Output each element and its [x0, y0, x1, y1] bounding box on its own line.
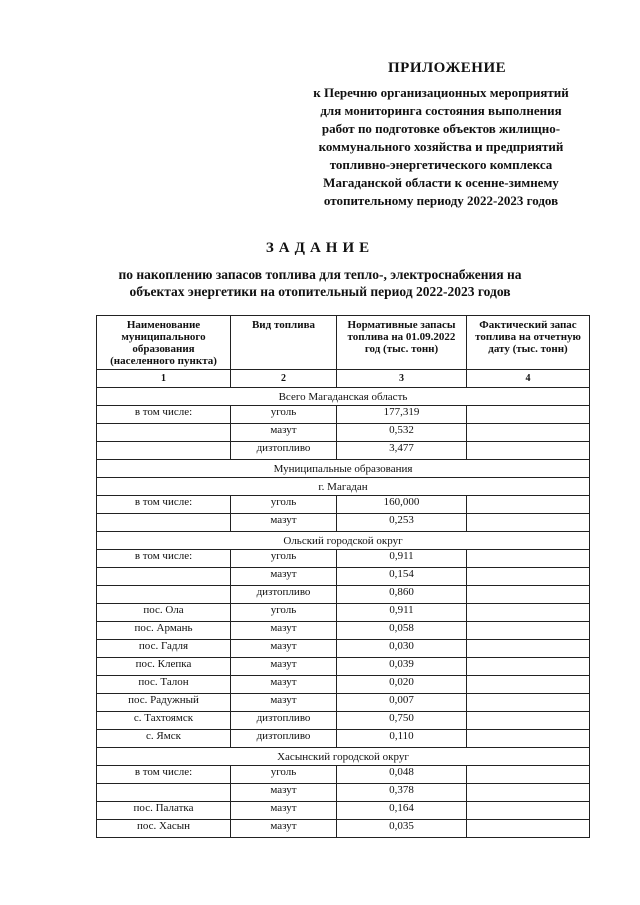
cell-fuel-type: уголь: [231, 496, 337, 514]
column-number-row: [97, 370, 590, 388]
cell-fuel-type: мазут: [231, 820, 337, 838]
cell-municipality: [97, 784, 231, 802]
table-body: [97, 388, 590, 838]
cell-fuel-type: мазут: [231, 568, 337, 586]
section-row: [97, 388, 590, 406]
appendix-line: для мониторинга состояния выполнения: [320, 103, 562, 118]
appendix-line: Магаданской области к осенне-зимнему: [323, 175, 559, 190]
column-number: 4: [467, 370, 590, 388]
cell-municipality: пос. Радужный: [97, 694, 231, 712]
cell-norm-reserve: 177,319: [337, 406, 467, 424]
table-row: [97, 586, 590, 604]
table-row: [97, 604, 590, 622]
appendix-title: ПРИЛОЖЕНИЕ: [388, 60, 507, 76]
section-label: г. Магадан: [97, 478, 590, 496]
cell-actual-reserve: [467, 640, 590, 658]
header-municipality: Наименование муниципального образования (населенного пункта): [97, 316, 231, 370]
cell-actual-reserve: [467, 658, 590, 676]
section-row: [97, 478, 590, 496]
table-row: [97, 442, 590, 460]
table-row: [97, 568, 590, 586]
table-row: [97, 622, 590, 640]
cell-municipality: с. Тахтоямск: [97, 712, 231, 730]
header-fuel-type: Вид топлива: [231, 316, 337, 370]
cell-actual-reserve: [467, 802, 590, 820]
cell-actual-reserve: [467, 730, 590, 748]
cell-norm-reserve: 0,048: [337, 766, 467, 784]
cell-fuel-type: дизтопливо: [231, 730, 337, 748]
cell-fuel-type: мазут: [231, 622, 337, 640]
cell-municipality: в том числе:: [97, 406, 231, 424]
appendix-line: работ по подготовке объектов жилищно-: [321, 121, 561, 136]
cell-fuel-type: мазут: [231, 676, 337, 694]
section-row: [97, 460, 590, 478]
cell-norm-reserve: 0,164: [337, 802, 467, 820]
fuel-reserves-table: [96, 315, 590, 838]
cell-municipality: пос. Клепка: [97, 658, 231, 676]
cell-norm-reserve: 0,058: [337, 622, 467, 640]
column-number: 3: [337, 370, 467, 388]
cell-fuel-type: мазут: [231, 640, 337, 658]
task-subtitle: [95, 266, 545, 300]
table-row: [97, 694, 590, 712]
cell-actual-reserve: [467, 568, 590, 586]
cell-municipality: пос. Ола: [97, 604, 231, 622]
cell-fuel-type: мазут: [231, 514, 337, 532]
section-row: [97, 532, 590, 550]
cell-municipality: пос. Палатка: [97, 802, 231, 820]
cell-norm-reserve: 0,039: [337, 658, 467, 676]
table-row: [97, 640, 590, 658]
cell-norm-reserve: 0,020: [337, 676, 467, 694]
column-number: 2: [231, 370, 337, 388]
cell-fuel-type: дизтопливо: [231, 442, 337, 460]
cell-norm-reserve: 0,750: [337, 712, 467, 730]
cell-municipality: пос. Талон: [97, 676, 231, 694]
cell-actual-reserve: [467, 550, 590, 568]
cell-municipality: пос. Хасын: [97, 820, 231, 838]
appendix-line: коммунального хозяйства и предприятий: [318, 139, 564, 154]
cell-municipality: с. Ямск: [97, 730, 231, 748]
appendix-line: топливно-энергетического комплекса: [329, 157, 553, 172]
cell-fuel-type: уголь: [231, 406, 337, 424]
task-title: ЗАДАНИЕ: [265, 240, 375, 256]
cell-actual-reserve: [467, 820, 590, 838]
cell-fuel-type: уголь: [231, 766, 337, 784]
cell-actual-reserve: [467, 514, 590, 532]
cell-actual-reserve: [467, 586, 590, 604]
cell-actual-reserve: [467, 496, 590, 514]
table-row: [97, 550, 590, 568]
cell-fuel-type: мазут: [231, 424, 337, 442]
cell-norm-reserve: 0,378: [337, 784, 467, 802]
cell-municipality: [97, 586, 231, 604]
table-header-row: [97, 316, 590, 370]
column-number: 1: [97, 370, 231, 388]
table-row: [97, 676, 590, 694]
section-label: Хасынский городской округ: [97, 748, 590, 766]
header-actual-reserve: Фактический запас топлива на отчетную дату (тыс. тонн): [467, 316, 590, 370]
cell-fuel-type: дизтопливо: [231, 586, 337, 604]
cell-fuel-type: мазут: [231, 802, 337, 820]
cell-fuel-type: дизтопливо: [231, 712, 337, 730]
cell-norm-reserve: 0,253: [337, 514, 467, 532]
cell-municipality: [97, 424, 231, 442]
cell-norm-reserve: 0,911: [337, 604, 467, 622]
section-label: Ольский городской округ: [97, 532, 590, 550]
cell-fuel-type: мазут: [231, 694, 337, 712]
cell-norm-reserve: 0,007: [337, 694, 467, 712]
cell-norm-reserve: 0,110: [337, 730, 467, 748]
cell-actual-reserve: [467, 766, 590, 784]
cell-fuel-type: уголь: [231, 604, 337, 622]
cell-municipality: в том числе:: [97, 496, 231, 514]
section-label: Муниципальные образования: [97, 460, 590, 478]
cell-norm-reserve: 0,860: [337, 586, 467, 604]
cell-norm-reserve: 0,911: [337, 550, 467, 568]
cell-actual-reserve: [467, 784, 590, 802]
header-norm-reserve: Нормативные запасы топлива на 01.09.2022 год (тыс. тонн): [337, 316, 467, 370]
appendix-text: [296, 84, 586, 210]
table-row: [97, 784, 590, 802]
section-label: Всего Магаданская область: [97, 388, 590, 406]
cell-municipality: пос. Армань: [97, 622, 231, 640]
cell-actual-reserve: [467, 676, 590, 694]
cell-norm-reserve: 0,030: [337, 640, 467, 658]
cell-municipality: пос. Гадля: [97, 640, 231, 658]
cell-norm-reserve: 0,532: [337, 424, 467, 442]
cell-fuel-type: мазут: [231, 784, 337, 802]
cell-municipality: [97, 514, 231, 532]
cell-municipality: в том числе:: [97, 550, 231, 568]
cell-actual-reserve: [467, 406, 590, 424]
table-row: [97, 820, 590, 838]
cell-municipality: [97, 568, 231, 586]
table-row: [97, 496, 590, 514]
table-row: [97, 712, 590, 730]
cell-actual-reserve: [467, 442, 590, 460]
cell-municipality: [97, 442, 231, 460]
cell-fuel-type: уголь: [231, 550, 337, 568]
task-line: по накоплению запасов топлива для тепло-, электроснабжения на: [118, 267, 522, 282]
cell-norm-reserve: 3,477: [337, 442, 467, 460]
table-row: [97, 802, 590, 820]
table-row: [97, 406, 590, 424]
cell-actual-reserve: [467, 712, 590, 730]
section-row: [97, 748, 590, 766]
cell-fuel-type: мазут: [231, 658, 337, 676]
cell-actual-reserve: [467, 622, 590, 640]
table-row: [97, 424, 590, 442]
cell-actual-reserve: [467, 424, 590, 442]
cell-norm-reserve: 0,035: [337, 820, 467, 838]
table-row: [97, 730, 590, 748]
appendix-line: к Перечню организационных мероприятий: [313, 85, 569, 100]
cell-norm-reserve: 0,154: [337, 568, 467, 586]
cell-actual-reserve: [467, 694, 590, 712]
table-row: [97, 514, 590, 532]
cell-actual-reserve: [467, 604, 590, 622]
appendix-line: отопительному периоду 2022-2023 годов: [323, 193, 559, 208]
cell-norm-reserve: 160,000: [337, 496, 467, 514]
table-row: [97, 766, 590, 784]
cell-municipality: в том числе:: [97, 766, 231, 784]
table-row: [97, 658, 590, 676]
task-line: объектах энергетики на отопительный период 2022-2023 годов: [129, 284, 511, 299]
